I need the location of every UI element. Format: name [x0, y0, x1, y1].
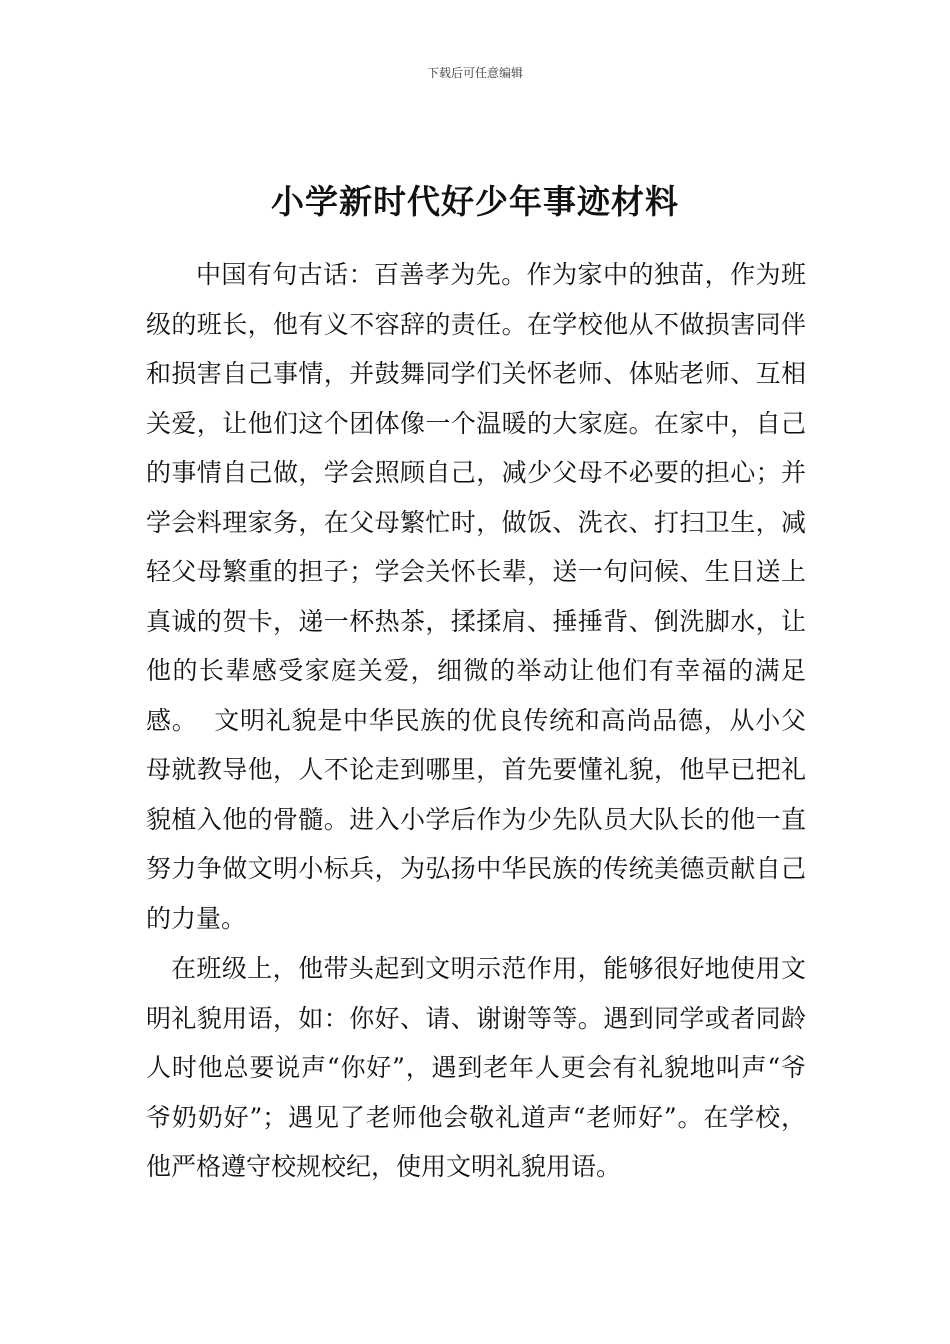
document-body — [146, 250, 806, 1192]
paragraph-3: 在班级上，他带头起到文明示范作用，能够很好地使用文明礼貌用语，如：你好、请、谢谢等等。遇到同学或者同龄人时他总要说声“你好”，遇到老年人更会有礼貌地叫声“爷爷奶奶好”；遇见了老师他会敬礼道声“老师好”。在学校，他严格遵守校规校纪，使用文明礼貌用语。 — [146, 954, 806, 1181]
paragraph-1-text: 中国有句古话：百善孝为先。作为家中的独苗，作为班级的班长，他有义不容辞的责任。在学校他从不做损害同伴和损害自己事情，并鼓舞同学们关怀老师、体贴老师、互相关爱，让他们这个团体像一个温暖的大家庭。在家中，自己的事情自己做，学会照顾自己，减少父母不必要的担心；并学会料理家务，在父母繁忙时，做饭、洗衣、打扫卫生，减轻父母繁重的担子；学会关怀长辈，送一句问候、生日送上真诚的贺卡，递一杯热茶，揉揉肩、捶捶背、倒洗脚水，让他的长辈感受家庭关爱，细微的举动让他们有幸福的满足感。 — [146, 260, 806, 735]
paragraph-2-text: 文明礼貌是中华民族的优良传统和高尚品德，从小父母就教导他，人不论走到哪里，首先要懂礼貌，他早已把礼貌植入他的骨髓。进入小学后作为少先队员大队长的他一直努力争做文明小标兵，为弘扬中华民族的传统美德贡献自己的力量。 — [146, 705, 806, 933]
paragraph-1 — [146, 250, 806, 943]
page-header-note: 下载后可任意编辑 — [426, 66, 523, 80]
document-title: 小学新时代好少年事迹材料 — [271, 182, 679, 221]
